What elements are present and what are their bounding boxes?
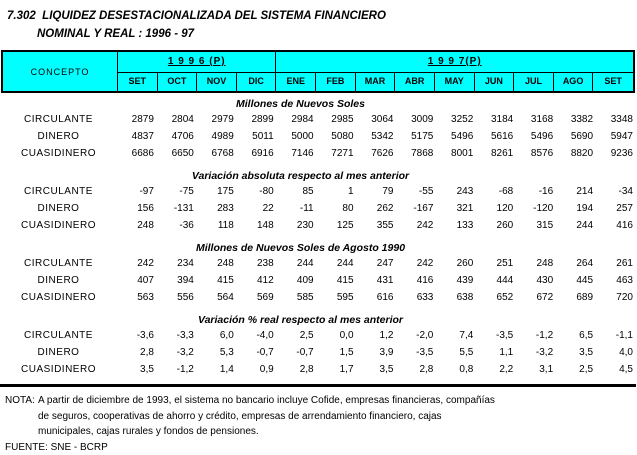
data-cell: 8576: [515, 148, 555, 159]
table-row: [1, 255, 635, 272]
data-cell: 1,7: [316, 364, 356, 375]
data-cell: -1,2: [156, 364, 196, 375]
data-cell: 415: [196, 275, 236, 286]
data-cell: 79: [356, 186, 396, 197]
page-subtitle: NOMINAL Y REAL : 1996 - 97: [7, 25, 637, 43]
data-cell: 7,4: [435, 330, 475, 341]
data-cell: -120: [515, 203, 555, 214]
data-cell: -3,2: [515, 347, 555, 358]
month-header-jun: JUN: [475, 73, 515, 91]
data-cell: 243: [435, 186, 475, 197]
data-cell: 214: [555, 186, 595, 197]
data-cell: 257: [595, 203, 635, 214]
data-cell: 3,5: [356, 364, 396, 375]
month-header-feb: FEB: [316, 73, 356, 91]
table-row: [1, 183, 635, 200]
data-cell: 242: [116, 258, 156, 269]
data-cell: -3,3: [156, 330, 196, 341]
data-cell: 5000: [276, 131, 316, 142]
data-cell: 242: [395, 220, 435, 231]
data-cell: -55: [395, 186, 435, 197]
data-cell: -0,7: [276, 347, 316, 358]
table-row: [1, 217, 635, 234]
data-cell: 563: [116, 292, 156, 303]
data-cell: 4,0: [595, 347, 635, 358]
data-cell: -97: [116, 186, 156, 197]
data-cell: 1,5: [316, 347, 356, 358]
data-cell: 5,3: [196, 347, 236, 358]
table-row: [1, 327, 635, 344]
data-cell: 234: [156, 258, 196, 269]
data-cell: 2899: [236, 114, 276, 125]
data-cell: 3168: [515, 114, 555, 125]
data-cell: 260: [475, 220, 515, 231]
data-cell: 3,5: [116, 364, 156, 375]
data-cell: -131: [156, 203, 196, 214]
data-cell: 430: [515, 275, 555, 286]
data-cell: 5690: [555, 131, 595, 142]
month-header-may: MAY: [435, 73, 475, 91]
data-cell: 7626: [356, 148, 396, 159]
note-line: de seguros, cooperativas de ahorro y crédito, empresas de arrendamiento financiero, cajas: [38, 409, 560, 425]
data-cell: 4706: [156, 131, 196, 142]
data-cell: 439: [435, 275, 475, 286]
data-cell: -2,0: [395, 330, 435, 341]
data-cell: 4989: [196, 131, 236, 142]
data-cell: 409: [276, 275, 316, 286]
data-cell: 5496: [435, 131, 475, 142]
data-cell: 5947: [595, 131, 635, 142]
table-body: [0, 98, 637, 378]
table-row: [1, 272, 635, 289]
data-cell: 133: [435, 220, 475, 231]
source-text: SNE - BCRP: [51, 442, 108, 453]
data-cell: 1: [316, 186, 356, 197]
data-cell: 5496: [515, 131, 555, 142]
data-cell: 247: [356, 258, 396, 269]
data-cell: 4837: [116, 131, 156, 142]
table-row: [1, 145, 635, 162]
table-row: [1, 200, 635, 217]
data-cell: 2,5: [555, 364, 595, 375]
data-cell: -3,6: [116, 330, 156, 341]
data-cell: 230: [276, 220, 316, 231]
row-label: CIRCULANTE: [1, 114, 116, 125]
table-section: [0, 314, 637, 378]
data-cell: 85: [276, 186, 316, 197]
data-cell: 672: [515, 292, 555, 303]
data-cell: 2,8: [395, 364, 435, 375]
data-cell: 264: [555, 258, 595, 269]
data-cell: -75: [156, 186, 196, 197]
page-title: 7.302 LIQUIDEZ DESESTACIONALIZADA DEL SISTEMA FINANCIERO: [7, 7, 637, 25]
data-cell: 242: [395, 258, 435, 269]
data-cell: -34: [595, 186, 635, 197]
data-cell: 315: [515, 220, 555, 231]
data-cell: 194: [555, 203, 595, 214]
data-cell: 2984: [276, 114, 316, 125]
data-cell: 244: [316, 258, 356, 269]
table-section: [0, 170, 637, 234]
data-cell: 248: [196, 258, 236, 269]
data-cell: 283: [196, 203, 236, 214]
table-row: [1, 111, 635, 128]
table-header: [1, 50, 635, 93]
data-cell: 9236: [595, 148, 635, 159]
data-cell: 585: [276, 292, 316, 303]
note-label: NOTA:: [5, 393, 35, 409]
data-cell: 412: [236, 275, 276, 286]
data-cell: 2,2: [475, 364, 515, 375]
month-header-jul: JUL: [514, 73, 554, 91]
data-cell: 262: [356, 203, 396, 214]
data-cell: 118: [196, 220, 236, 231]
data-cell: 638: [435, 292, 475, 303]
data-cell: 5,5: [435, 347, 475, 358]
title-block: [0, 0, 637, 43]
data-cell: 2979: [196, 114, 236, 125]
data-cell: 8261: [475, 148, 515, 159]
data-cell: 6650: [156, 148, 196, 159]
data-cell: 652: [475, 292, 515, 303]
data-cell: 2804: [156, 114, 196, 125]
row-label: CUASIDINERO: [1, 148, 116, 159]
data-cell: 321: [435, 203, 475, 214]
data-cell: 7271: [316, 148, 356, 159]
data-cell: 244: [276, 258, 316, 269]
row-label: DINERO: [1, 275, 116, 286]
data-cell: 394: [156, 275, 196, 286]
data-cell: 6916: [236, 148, 276, 159]
month-header-ene: ENE: [276, 73, 316, 91]
data-cell: 3184: [475, 114, 515, 125]
year-1996-header: 1 9 9 6 (P): [118, 52, 276, 73]
year-1997-header: 1 9 9 7(P): [276, 52, 633, 73]
source-label: FUENTE:: [5, 442, 48, 453]
data-cell: 7146: [276, 148, 316, 159]
data-cell: 3348: [595, 114, 635, 125]
data-cell: -16: [515, 186, 555, 197]
data-cell: 1,4: [196, 364, 236, 375]
month-header-abr: ABR: [395, 73, 435, 91]
data-cell: 416: [395, 275, 435, 286]
data-cell: 3,1: [515, 364, 555, 375]
month-header-dic: DIC: [237, 73, 277, 91]
concepto-header-cell: CONCEPTO: [3, 52, 118, 91]
month-header-set96: SET: [118, 73, 158, 91]
month-header-mar: MAR: [356, 73, 396, 91]
data-cell: -1,1: [595, 330, 635, 341]
data-cell: -68: [475, 186, 515, 197]
data-cell: 238: [236, 258, 276, 269]
data-cell: 156: [116, 203, 156, 214]
data-cell: 80: [316, 203, 356, 214]
data-cell: 1,1: [475, 347, 515, 358]
data-cell: 8820: [555, 148, 595, 159]
data-cell: 120: [475, 203, 515, 214]
source-line: [0, 440, 637, 455]
data-cell: 6,5: [555, 330, 595, 341]
data-cell: 444: [475, 275, 515, 286]
data-cell: 3,9: [356, 347, 396, 358]
table-row: [1, 361, 635, 378]
data-cell: 3252: [435, 114, 475, 125]
month-header-nov: NOV: [197, 73, 237, 91]
data-cell: 0,0: [316, 330, 356, 341]
data-cell: 1,2: [356, 330, 396, 341]
data-cell: 248: [116, 220, 156, 231]
data-cell: 260: [435, 258, 475, 269]
data-cell: -4,0: [236, 330, 276, 341]
row-label: CIRCULANTE: [1, 330, 116, 341]
data-cell: 689: [555, 292, 595, 303]
row-label: DINERO: [1, 347, 116, 358]
data-cell: 248: [515, 258, 555, 269]
data-cell: -0,7: [236, 347, 276, 358]
data-cell: 569: [236, 292, 276, 303]
row-label: DINERO: [1, 131, 116, 142]
data-cell: 5011: [236, 131, 276, 142]
table-row: [1, 289, 635, 306]
row-label: CUASIDINERO: [1, 220, 116, 231]
data-cell: -3,5: [475, 330, 515, 341]
note-line: A partir de diciembre de 1993, el sistema no bancario incluye Cofide, empresas financieras, compañías: [38, 393, 560, 409]
note-line: municipales, cajas rurales y fondos de pensiones.: [38, 424, 560, 440]
data-cell: -36: [156, 220, 196, 231]
data-cell: 416: [595, 220, 635, 231]
month-header-oct: OCT: [158, 73, 198, 91]
data-cell: 3382: [555, 114, 595, 125]
data-cell: 5175: [395, 131, 435, 142]
data-cell: 125: [316, 220, 356, 231]
data-cell: 2,5: [276, 330, 316, 341]
data-cell: 5342: [356, 131, 396, 142]
data-cell: -3,5: [395, 347, 435, 358]
data-cell: 261: [595, 258, 635, 269]
row-label: DINERO: [1, 203, 116, 214]
data-cell: 407: [116, 275, 156, 286]
data-cell: 616: [356, 292, 396, 303]
month-header-set97: SET: [593, 73, 633, 91]
section-heading: Millones de Nuevos Soles de Agosto 1990: [0, 242, 619, 255]
data-cell: 3,5: [555, 347, 595, 358]
table-bottom-rule: [0, 384, 636, 387]
data-cell: 175: [196, 186, 236, 197]
table-section: [0, 98, 637, 162]
section-heading: Variación % real respecto al mes anterior: [0, 314, 619, 327]
data-cell: -167: [395, 203, 435, 214]
footnote: [0, 393, 560, 440]
data-cell: 6,0: [196, 330, 236, 341]
data-cell: 3064: [356, 114, 396, 125]
data-cell: -1,2: [515, 330, 555, 341]
section-heading: Variación absoluta respecto al mes anterior: [0, 170, 619, 183]
data-cell: 0,9: [236, 364, 276, 375]
data-cell: 431: [356, 275, 396, 286]
data-cell: 6768: [196, 148, 236, 159]
data-cell: -80: [236, 186, 276, 197]
data-cell: 2879: [116, 114, 156, 125]
data-cell: 445: [555, 275, 595, 286]
data-cell: 556: [156, 292, 196, 303]
table-row: [1, 128, 635, 145]
data-cell: 463: [595, 275, 635, 286]
data-cell: 5616: [475, 131, 515, 142]
row-label: CIRCULANTE: [1, 186, 116, 197]
data-cell: 2985: [316, 114, 356, 125]
data-cell: 251: [475, 258, 515, 269]
month-header-ago: AGO: [554, 73, 594, 91]
section-heading: Millones de Nuevos Soles: [0, 98, 619, 111]
data-cell: 4,5: [595, 364, 635, 375]
data-cell: 595: [316, 292, 356, 303]
row-label: CUASIDINERO: [1, 292, 116, 303]
data-cell: 22: [236, 203, 276, 214]
data-cell: 148: [236, 220, 276, 231]
data-cell: 7868: [395, 148, 435, 159]
table-row: [1, 344, 635, 361]
data-cell: 0,8: [435, 364, 475, 375]
data-cell: 720: [595, 292, 635, 303]
data-cell: 5080: [316, 131, 356, 142]
data-cell: 415: [316, 275, 356, 286]
data-cell: 564: [196, 292, 236, 303]
data-cell: 8001: [435, 148, 475, 159]
data-cell: -11: [276, 203, 316, 214]
data-cell: 2,8: [276, 364, 316, 375]
data-cell: 2,8: [116, 347, 156, 358]
data-cell: 6686: [116, 148, 156, 159]
data-cell: 244: [555, 220, 595, 231]
row-label: CUASIDINERO: [1, 364, 116, 375]
data-cell: 633: [395, 292, 435, 303]
row-label: CIRCULANTE: [1, 258, 116, 269]
table-section: [0, 242, 637, 306]
data-cell: 355: [356, 220, 396, 231]
data-cell: 3009: [395, 114, 435, 125]
data-cell: -3,2: [156, 347, 196, 358]
